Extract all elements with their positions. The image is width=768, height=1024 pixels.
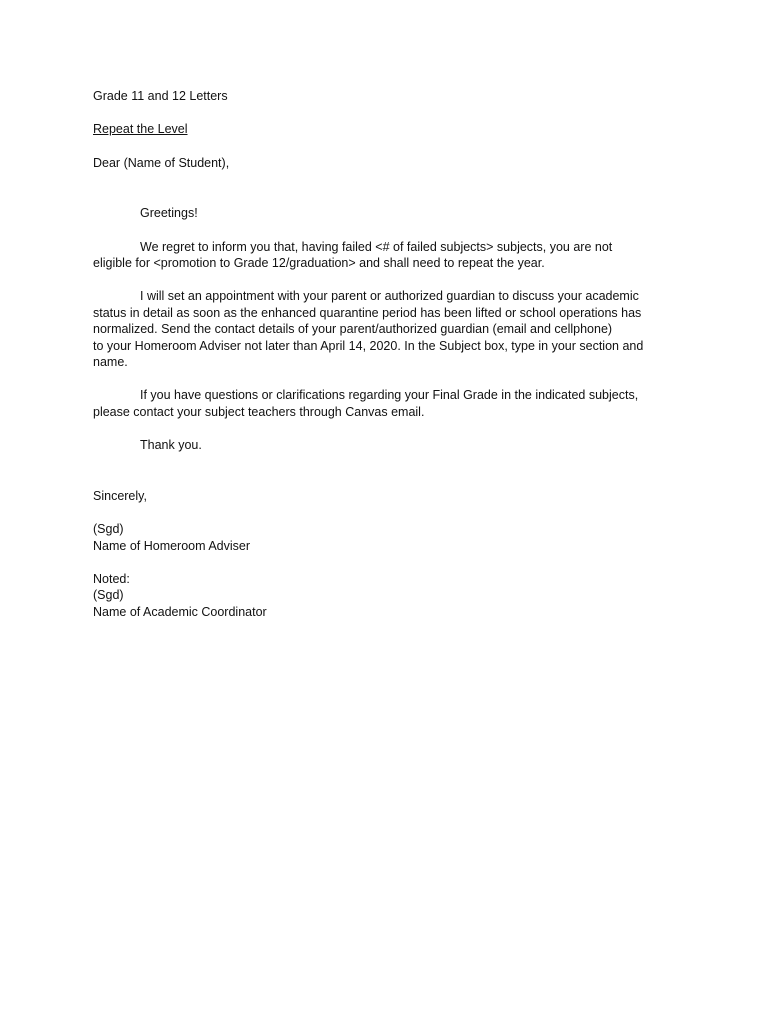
document-header: Grade 11 and 12 Letters: [93, 89, 228, 103]
paragraph-appointment-line-5: name.: [93, 355, 128, 370]
paragraph-questions-line-1: If you have questions or clarifications regarding your Final Grade in the indicated subjects,: [140, 388, 639, 403]
paragraph-appointment-line-2: status in detail as soon as the enhanced quarantine period has been lifted or school operations has: [93, 305, 642, 320]
signature-block-coordinator: [93, 571, 678, 620]
spacer: [93, 420, 678, 437]
salutation: Dear (Name of Student),: [93, 155, 230, 170]
document-subtitle: Repeat the Level: [93, 122, 188, 137]
paragraph-appointment-line-1: I will set an appointment with your parent or authorized guardian to discuss your academic: [140, 289, 639, 304]
paragraph-notice-line-2: eligible for <promotion to Grade 12/graduation> and shall need to repeat the year.: [93, 256, 545, 271]
spacer: [93, 138, 678, 155]
paragraph-questions-line-2: please contact your subject teachers through Canvas email.: [93, 404, 425, 419]
signatory-name-coordinator: Name of Academic Coordinator: [93, 604, 267, 619]
spacer: [93, 271, 678, 288]
signature-block-adviser: [93, 521, 678, 554]
paragraph-appointment: [93, 288, 678, 370]
signatory-name-adviser: Name of Homeroom Adviser: [93, 538, 251, 553]
spacer: [93, 104, 678, 121]
spacer: [93, 454, 678, 488]
greeting: Greetings!: [140, 206, 198, 221]
paragraph-notice-line-1: We regret to inform you that, having failed <# of failed subjects> subjects, you are not: [140, 239, 613, 254]
letter-body: [93, 88, 678, 620]
spacer: [93, 504, 678, 521]
paragraph-appointment-line-4: to your Homeroom Adviser not later than April 14, 2020. In the Subject box, type in your section and: [93, 338, 644, 353]
paragraph-appointment-line-3: normalized. Send the contact details of your parent/authorized guardian (email and cellphone): [93, 322, 613, 337]
spacer: [93, 171, 678, 205]
spacer: [93, 222, 678, 239]
spacer: [93, 554, 678, 571]
signature-sgd: (Sgd): [93, 522, 124, 537]
spacer: [93, 370, 678, 387]
signature-sgd: (Sgd): [93, 588, 124, 603]
closing: Sincerely,: [93, 488, 147, 503]
noted-label: Noted:: [93, 571, 130, 586]
thanks-line: Thank you.: [140, 438, 202, 453]
paragraph-notice: [93, 239, 678, 272]
paragraph-questions: [93, 387, 678, 420]
